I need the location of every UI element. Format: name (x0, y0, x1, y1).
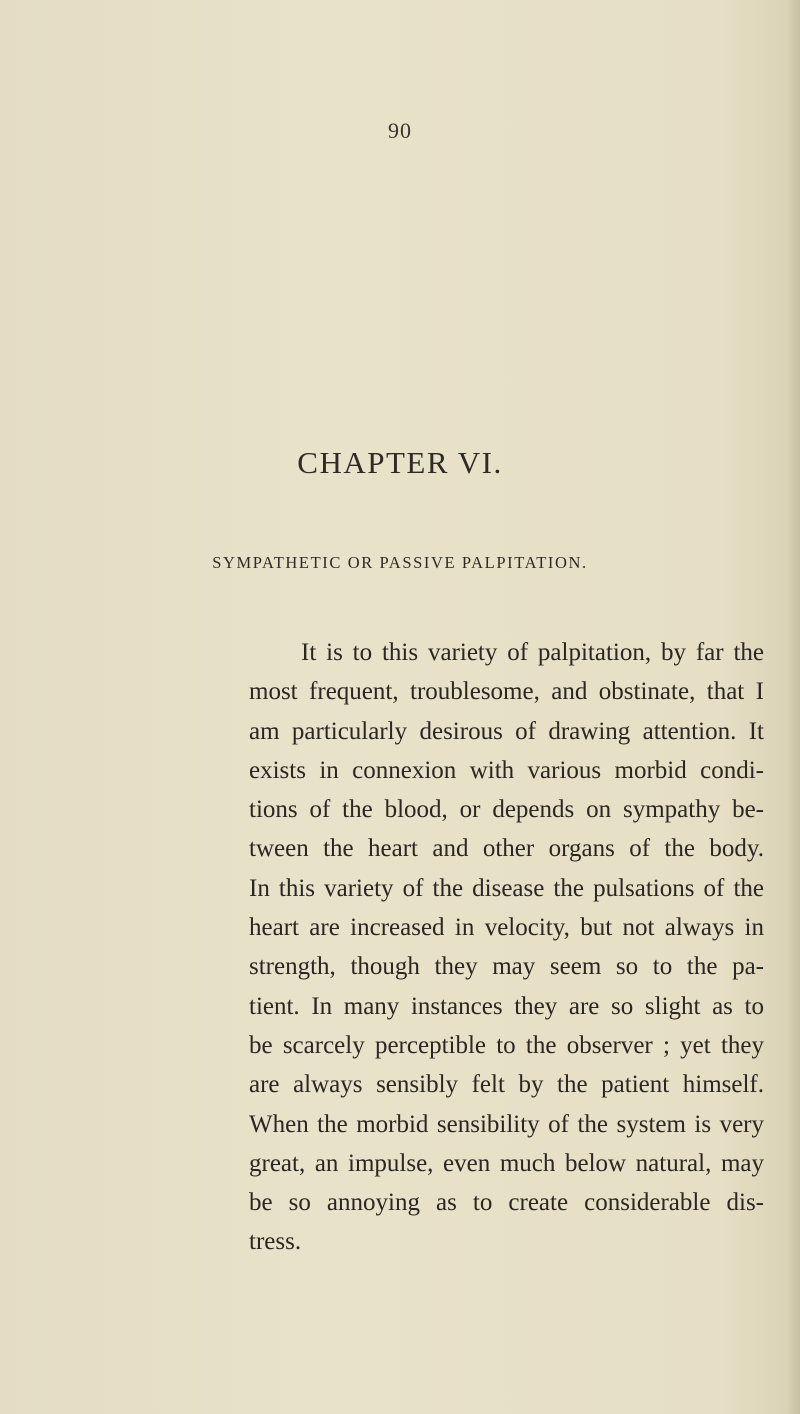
text-line: great, an impulse, even much below natural, may (249, 1149, 764, 1177)
text-line: am particularly desirous of drawing attention. It (249, 717, 764, 745)
text-line: most frequent, troublesome, and obstinate, that I (249, 678, 764, 706)
page-edge-shadow (786, 0, 800, 1414)
text-line: heart are increased in velocity, but not always in (249, 914, 764, 942)
text-line: exists in connexion with various morbid condi- (249, 756, 764, 784)
text-line: When the morbid sensibility of the system is very (249, 1110, 764, 1138)
text-line: strength, though they may seem so to the pa- (249, 953, 764, 981)
text-line: tween the heart and other organs of the body. (249, 835, 764, 863)
text-line: In this variety of the disease the pulsations of the (249, 874, 764, 902)
text-line: tient. In many instances they are so slight as to (249, 992, 764, 1020)
text-line: be scarcely perceptible to the observer ; yet they (249, 1031, 764, 1059)
text-line: tions of the blood, or depends on sympathy be- (249, 796, 764, 824)
text-line: tress. (249, 1228, 302, 1256)
chapter-subtitle: SYMPATHETIC OR PASSIVE PALPITATION. (212, 553, 588, 572)
page-number: 90 (388, 118, 412, 143)
text-line: are always sensibly felt by the patient himself. (249, 1071, 764, 1099)
body-paragraph (249, 633, 764, 1262)
text-line: It is to this variety of palpitation, by far the (301, 639, 764, 666)
chapter-title: CHAPTER VI. (297, 445, 503, 480)
text-line: be so annoying as to create considerable dis- (249, 1189, 764, 1217)
